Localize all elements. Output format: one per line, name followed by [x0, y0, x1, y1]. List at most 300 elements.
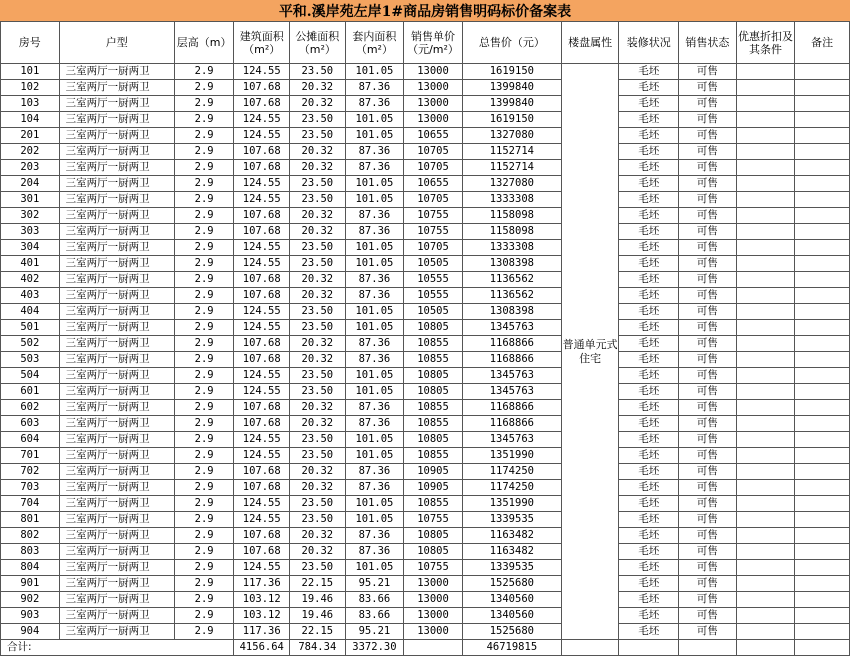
remark-cell: [795, 240, 850, 256]
total-empty-cell: [619, 640, 679, 656]
room-number-cell: 401: [1, 256, 60, 272]
sale-status-cell: 可售: [679, 192, 737, 208]
total-price-cell: 1525680: [462, 576, 561, 592]
sale-status-cell: 可售: [679, 624, 737, 640]
layout-cell: 三室两厅一厨两卫: [59, 416, 174, 432]
room-number-cell: 904: [1, 624, 60, 640]
building-area-cell: 107.68: [234, 480, 290, 496]
total-building-area: 4156.64: [234, 640, 290, 656]
column-header: 优惠折扣及其条件: [736, 22, 795, 64]
unit-price-cell: 10805: [404, 432, 463, 448]
remark-cell: [795, 304, 850, 320]
building-area-cell: 107.68: [234, 528, 290, 544]
floor-height-cell: 2.9: [174, 528, 234, 544]
layout-cell: 三室两厅一厨两卫: [59, 368, 174, 384]
interior-area-cell: 101.05: [345, 560, 404, 576]
discount-cell: [736, 176, 795, 192]
total-price-cell: 1351990: [462, 496, 561, 512]
interior-area-cell: 87.36: [345, 80, 404, 96]
building-area-cell: 107.68: [234, 224, 290, 240]
total-price-cell: 1339535: [462, 512, 561, 528]
table-row: [1, 480, 850, 496]
room-number-cell: 602: [1, 400, 60, 416]
discount-cell: [736, 448, 795, 464]
layout-cell: 三室两厅一厨两卫: [59, 272, 174, 288]
total-price-cell: 1525680: [462, 624, 561, 640]
interior-area-cell: 87.36: [345, 224, 404, 240]
decoration-cell: 毛坯: [619, 368, 679, 384]
floor-height-cell: 2.9: [174, 224, 234, 240]
sale-status-cell: 可售: [679, 208, 737, 224]
room-number-cell: 504: [1, 368, 60, 384]
sale-status-cell: 可售: [679, 368, 737, 384]
decoration-cell: 毛坯: [619, 416, 679, 432]
discount-cell: [736, 256, 795, 272]
unit-price-cell: 10855: [404, 416, 463, 432]
decoration-cell: 毛坯: [619, 592, 679, 608]
table-row: [1, 304, 850, 320]
total-price-cell: 1351990: [462, 448, 561, 464]
sale-status-cell: 可售: [679, 224, 737, 240]
discount-cell: [736, 240, 795, 256]
floor-height-cell: 2.9: [174, 80, 234, 96]
property-type-cell: 普通单元式住宅: [561, 64, 619, 640]
layout-cell: 三室两厅一厨两卫: [59, 336, 174, 352]
floor-height-cell: 2.9: [174, 432, 234, 448]
total-price-cell: 1327080: [462, 128, 561, 144]
unit-price-cell: 13000: [404, 96, 463, 112]
sale-status-cell: 可售: [679, 160, 737, 176]
sale-status-cell: 可售: [679, 384, 737, 400]
table-row: [1, 416, 850, 432]
remark-cell: [795, 336, 850, 352]
remark-cell: [795, 176, 850, 192]
building-area-cell: 117.36: [234, 624, 290, 640]
table-row: [1, 288, 850, 304]
layout-cell: 三室两厅一厨两卫: [59, 240, 174, 256]
room-number-cell: 503: [1, 352, 60, 368]
room-number-cell: 403: [1, 288, 60, 304]
layout-cell: 三室两厅一厨两卫: [59, 176, 174, 192]
unit-price-cell: 10855: [404, 400, 463, 416]
floor-height-cell: 2.9: [174, 176, 234, 192]
shared-area-cell: 22.15: [290, 576, 346, 592]
building-area-cell: 107.68: [234, 80, 290, 96]
decoration-cell: 毛坯: [619, 496, 679, 512]
decoration-cell: 毛坯: [619, 432, 679, 448]
total-price-cell: 1345763: [462, 320, 561, 336]
remark-cell: [795, 384, 850, 400]
layout-cell: 三室两厅一厨两卫: [59, 384, 174, 400]
remark-cell: [795, 224, 850, 240]
table-row: [1, 272, 850, 288]
room-number-cell: 103: [1, 96, 60, 112]
table-row: [1, 528, 850, 544]
sale-status-cell: 可售: [679, 112, 737, 128]
layout-cell: 三室两厅一厨两卫: [59, 224, 174, 240]
unit-price-cell: 10655: [404, 128, 463, 144]
total-price-cell: 1152714: [462, 144, 561, 160]
room-number-cell: 801: [1, 512, 60, 528]
room-number-cell: 303: [1, 224, 60, 240]
shared-area-cell: 23.50: [290, 256, 346, 272]
sale-status-cell: 可售: [679, 480, 737, 496]
decoration-cell: 毛坯: [619, 160, 679, 176]
unit-price-cell: 13000: [404, 112, 463, 128]
remark-cell: [795, 544, 850, 560]
building-area-cell: 124.55: [234, 512, 290, 528]
remark-cell: [795, 272, 850, 288]
unit-price-cell: 10805: [404, 368, 463, 384]
interior-area-cell: 87.36: [345, 544, 404, 560]
table-row: [1, 432, 850, 448]
total-price-cell: 1308398: [462, 304, 561, 320]
floor-height-cell: 2.9: [174, 544, 234, 560]
shared-area-cell: 23.50: [290, 240, 346, 256]
room-number-cell: 101: [1, 64, 60, 80]
shared-area-cell: 20.32: [290, 80, 346, 96]
floor-height-cell: 2.9: [174, 416, 234, 432]
discount-cell: [736, 592, 795, 608]
remark-cell: [795, 400, 850, 416]
table-row: [1, 160, 850, 176]
unit-price-cell: 10705: [404, 192, 463, 208]
sale-status-cell: 可售: [679, 352, 737, 368]
remark-cell: [795, 592, 850, 608]
table-row: [1, 448, 850, 464]
sale-status-cell: 可售: [679, 512, 737, 528]
interior-area-cell: 95.21: [345, 576, 404, 592]
decoration-cell: 毛坯: [619, 240, 679, 256]
table-row: [1, 240, 850, 256]
interior-area-cell: 95.21: [345, 624, 404, 640]
shared-area-cell: 23.50: [290, 432, 346, 448]
remark-cell: [795, 192, 850, 208]
total-price-cell: 1174250: [462, 480, 561, 496]
remark-cell: [795, 352, 850, 368]
table-row: [1, 96, 850, 112]
layout-cell: 三室两厅一厨两卫: [59, 96, 174, 112]
decoration-cell: 毛坯: [619, 272, 679, 288]
discount-cell: [736, 368, 795, 384]
remark-cell: [795, 112, 850, 128]
room-number-cell: 704: [1, 496, 60, 512]
sale-status-cell: 可售: [679, 256, 737, 272]
total-price-cell: 1136562: [462, 288, 561, 304]
table-row: [1, 352, 850, 368]
remark-cell: [795, 416, 850, 432]
discount-cell: [736, 528, 795, 544]
sale-status-cell: 可售: [679, 288, 737, 304]
unit-price-cell: 10855: [404, 448, 463, 464]
total-price-cell: 1327080: [462, 176, 561, 192]
decoration-cell: 毛坯: [619, 256, 679, 272]
table-row: [1, 192, 850, 208]
decoration-cell: 毛坯: [619, 192, 679, 208]
header-row: [1, 22, 850, 64]
sale-status-cell: 可售: [679, 432, 737, 448]
discount-cell: [736, 192, 795, 208]
sale-status-cell: 可售: [679, 64, 737, 80]
decoration-cell: 毛坯: [619, 64, 679, 80]
total-empty-cell: [795, 640, 850, 656]
remark-cell: [795, 624, 850, 640]
discount-cell: [736, 576, 795, 592]
table-row: [1, 576, 850, 592]
sale-status-cell: 可售: [679, 80, 737, 96]
building-area-cell: 124.55: [234, 240, 290, 256]
room-number-cell: 202: [1, 144, 60, 160]
table-row: [1, 544, 850, 560]
layout-cell: 三室两厅一厨两卫: [59, 128, 174, 144]
shared-area-cell: 23.50: [290, 496, 346, 512]
table-row: [1, 128, 850, 144]
interior-area-cell: 87.36: [345, 416, 404, 432]
floor-height-cell: 2.9: [174, 208, 234, 224]
column-header: 房号: [1, 22, 60, 64]
column-header: 户型: [59, 22, 174, 64]
unit-price-cell: 13000: [404, 64, 463, 80]
interior-area-cell: 87.36: [345, 144, 404, 160]
interior-area-cell: 101.05: [345, 384, 404, 400]
table-row: [1, 64, 850, 80]
floor-height-cell: 2.9: [174, 272, 234, 288]
discount-cell: [736, 432, 795, 448]
sale-status-cell: 可售: [679, 608, 737, 624]
room-number-cell: 702: [1, 464, 60, 480]
floor-height-cell: 2.9: [174, 320, 234, 336]
floor-height-cell: 2.9: [174, 400, 234, 416]
building-area-cell: 124.55: [234, 256, 290, 272]
layout-cell: 三室两厅一厨两卫: [59, 320, 174, 336]
interior-area-cell: 101.05: [345, 448, 404, 464]
table-row: [1, 400, 850, 416]
interior-area-cell: 87.36: [345, 160, 404, 176]
building-area-cell: 124.55: [234, 432, 290, 448]
discount-cell: [736, 224, 795, 240]
remark-cell: [795, 320, 850, 336]
discount-cell: [736, 480, 795, 496]
room-number-cell: 604: [1, 432, 60, 448]
remark-cell: [795, 208, 850, 224]
interior-area-cell: 87.36: [345, 400, 404, 416]
shared-area-cell: 20.32: [290, 96, 346, 112]
building-area-cell: 107.68: [234, 416, 290, 432]
unit-price-cell: 10755: [404, 512, 463, 528]
total-price-cell: 1136562: [462, 272, 561, 288]
floor-height-cell: 2.9: [174, 560, 234, 576]
sale-status-cell: 可售: [679, 96, 737, 112]
unit-price-cell: 10855: [404, 496, 463, 512]
decoration-cell: 毛坯: [619, 544, 679, 560]
table-row: [1, 336, 850, 352]
building-area-cell: 124.55: [234, 560, 290, 576]
remark-cell: [795, 464, 850, 480]
floor-height-cell: 2.9: [174, 608, 234, 624]
unit-price-cell: 10505: [404, 304, 463, 320]
decoration-cell: 毛坯: [619, 304, 679, 320]
building-area-cell: 124.55: [234, 176, 290, 192]
discount-cell: [736, 144, 795, 160]
column-header: 装修状况: [619, 22, 679, 64]
sale-status-cell: 可售: [679, 544, 737, 560]
shared-area-cell: 20.32: [290, 352, 346, 368]
total-price-cell: 1399840: [462, 80, 561, 96]
interior-area-cell: 101.05: [345, 304, 404, 320]
discount-cell: [736, 272, 795, 288]
shared-area-cell: 23.50: [290, 320, 346, 336]
shared-area-cell: 20.32: [290, 400, 346, 416]
layout-cell: 三室两厅一厨两卫: [59, 608, 174, 624]
sale-status-cell: 可售: [679, 304, 737, 320]
table-row: [1, 608, 850, 624]
building-area-cell: 124.55: [234, 448, 290, 464]
sale-status-cell: 可售: [679, 176, 737, 192]
building-area-cell: 107.68: [234, 464, 290, 480]
floor-height-cell: 2.9: [174, 112, 234, 128]
sale-status-cell: 可售: [679, 336, 737, 352]
discount-cell: [736, 560, 795, 576]
decoration-cell: 毛坯: [619, 224, 679, 240]
remark-cell: [795, 368, 850, 384]
interior-area-cell: 87.36: [345, 96, 404, 112]
total-price-cell: 1340560: [462, 608, 561, 624]
unit-price-cell: 10555: [404, 288, 463, 304]
discount-cell: [736, 128, 795, 144]
shared-area-cell: 20.32: [290, 544, 346, 560]
decoration-cell: 毛坯: [619, 400, 679, 416]
discount-cell: [736, 112, 795, 128]
remark-cell: [795, 288, 850, 304]
room-number-cell: 703: [1, 480, 60, 496]
total-empty-cell: [404, 640, 463, 656]
shared-area-cell: 20.32: [290, 464, 346, 480]
shared-area-cell: 23.50: [290, 176, 346, 192]
total-price-cell: 1168866: [462, 336, 561, 352]
decoration-cell: 毛坯: [619, 144, 679, 160]
decoration-cell: 毛坯: [619, 448, 679, 464]
unit-price-cell: 10805: [404, 384, 463, 400]
remark-cell: [795, 256, 850, 272]
decoration-cell: 毛坯: [619, 176, 679, 192]
layout-cell: 三室两厅一厨两卫: [59, 400, 174, 416]
shared-area-cell: 20.32: [290, 288, 346, 304]
shared-area-cell: 19.46: [290, 608, 346, 624]
sale-status-cell: 可售: [679, 240, 737, 256]
room-number-cell: 804: [1, 560, 60, 576]
total-price-cell: 1619150: [462, 64, 561, 80]
layout-cell: 三室两厅一厨两卫: [59, 288, 174, 304]
total-price-cell: 1333308: [462, 240, 561, 256]
layout-cell: 三室两厅一厨两卫: [59, 544, 174, 560]
shared-area-cell: 23.50: [290, 192, 346, 208]
totals-label: 合计:: [1, 640, 234, 656]
layout-cell: 三室两厅一厨两卫: [59, 432, 174, 448]
unit-price-cell: 10755: [404, 560, 463, 576]
sale-status-cell: 可售: [679, 496, 737, 512]
room-number-cell: 901: [1, 576, 60, 592]
total-price-cell: 1158098: [462, 208, 561, 224]
building-area-cell: 124.55: [234, 192, 290, 208]
discount-cell: [736, 352, 795, 368]
shared-area-cell: 19.46: [290, 592, 346, 608]
floor-height-cell: 2.9: [174, 288, 234, 304]
sheet-title: 平和.溪岸苑左岸1#商品房销售明码标价备案表: [0, 0, 850, 22]
interior-area-cell: 87.36: [345, 336, 404, 352]
interior-area-cell: 101.05: [345, 496, 404, 512]
discount-cell: [736, 320, 795, 336]
decoration-cell: 毛坯: [619, 288, 679, 304]
interior-area-cell: 101.05: [345, 368, 404, 384]
building-area-cell: 117.36: [234, 576, 290, 592]
total-price-cell: 1345763: [462, 432, 561, 448]
layout-cell: 三室两厅一厨两卫: [59, 80, 174, 96]
remark-cell: [795, 144, 850, 160]
discount-cell: [736, 416, 795, 432]
remark-cell: [795, 448, 850, 464]
floor-height-cell: 2.9: [174, 576, 234, 592]
total-shared-area: 784.34: [290, 640, 346, 656]
total-price-cell: 1168866: [462, 416, 561, 432]
discount-cell: [736, 512, 795, 528]
total-empty-cell: [679, 640, 737, 656]
floor-height-cell: 2.9: [174, 496, 234, 512]
remark-cell: [795, 576, 850, 592]
unit-price-cell: 10755: [404, 208, 463, 224]
building-area-cell: 124.55: [234, 64, 290, 80]
shared-area-cell: 20.32: [290, 144, 346, 160]
column-header: 层高（m）: [174, 22, 234, 64]
total-price-cell: 1174250: [462, 464, 561, 480]
total-price-cell: 1168866: [462, 352, 561, 368]
floor-height-cell: 2.9: [174, 240, 234, 256]
unit-price-cell: 10755: [404, 224, 463, 240]
table-row: [1, 144, 850, 160]
shared-area-cell: 23.50: [290, 112, 346, 128]
layout-cell: 三室两厅一厨两卫: [59, 496, 174, 512]
total-price-cell: 1345763: [462, 384, 561, 400]
interior-area-cell: 87.36: [345, 352, 404, 368]
layout-cell: 三室两厅一厨两卫: [59, 256, 174, 272]
unit-price-cell: 10705: [404, 160, 463, 176]
floor-height-cell: 2.9: [174, 192, 234, 208]
total-interior-area: 3372.30: [345, 640, 404, 656]
table-row: [1, 256, 850, 272]
interior-area-cell: 83.66: [345, 592, 404, 608]
table-row: [1, 384, 850, 400]
total-price-cell: 1158098: [462, 224, 561, 240]
total-price-cell: 1399840: [462, 96, 561, 112]
table-body: [1, 64, 850, 640]
decoration-cell: 毛坯: [619, 560, 679, 576]
decoration-cell: 毛坯: [619, 208, 679, 224]
remark-cell: [795, 64, 850, 80]
interior-area-cell: 101.05: [345, 432, 404, 448]
room-number-cell: 802: [1, 528, 60, 544]
room-number-cell: 104: [1, 112, 60, 128]
interior-area-cell: 101.05: [345, 320, 404, 336]
layout-cell: 三室两厅一厨两卫: [59, 64, 174, 80]
floor-height-cell: 2.9: [174, 304, 234, 320]
remark-cell: [795, 496, 850, 512]
unit-price-cell: 10555: [404, 272, 463, 288]
shared-area-cell: 20.32: [290, 160, 346, 176]
table-row: [1, 176, 850, 192]
room-number-cell: 304: [1, 240, 60, 256]
discount-cell: [736, 80, 795, 96]
column-header: 套内面积（m²）: [345, 22, 404, 64]
shared-area-cell: 23.50: [290, 512, 346, 528]
